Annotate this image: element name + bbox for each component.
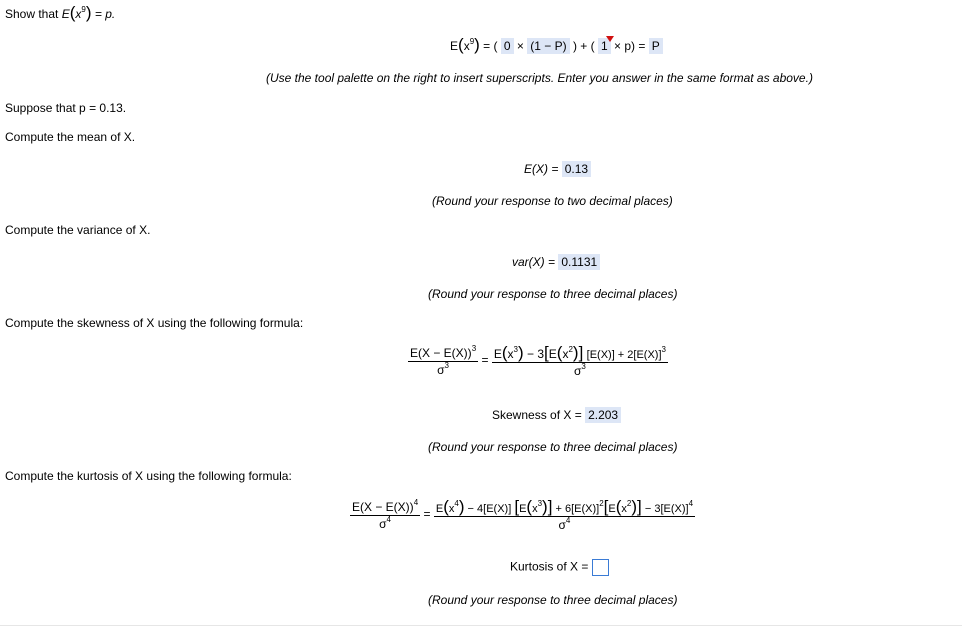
kurt-t6: − 3[E(X)] <box>644 503 689 515</box>
kurt-x-exp: 4 <box>454 499 459 508</box>
mean-answer[interactable]: 0.13 <box>562 161 591 177</box>
paren-open: ( <box>615 497 622 516</box>
kurtosis-answer-input[interactable] <box>592 559 609 576</box>
kurt-rhs-fraction <box>434 498 695 532</box>
intro-eq-p: = p. <box>94 7 116 21</box>
skew-rhs-tail: [E(X)] + 2[E(X)] <box>586 349 662 361</box>
skew-equals: = <box>481 353 489 368</box>
deriv-one-answer[interactable] <box>598 38 611 54</box>
kurt-t3-e: E <box>519 503 527 515</box>
paren-close: ) <box>572 343 579 362</box>
kurtosis-answer-row <box>510 559 609 576</box>
deriv-x: x <box>463 39 470 53</box>
deriv-equals: = <box>638 39 646 53</box>
mean-label: E(X) = <box>524 162 559 176</box>
paren-open: ( <box>526 497 533 516</box>
paren-close: ) <box>85 3 92 22</box>
paren-open: ( <box>443 497 449 516</box>
kurt-equals: = <box>423 507 431 522</box>
variance-label: var(X) = <box>512 255 556 269</box>
skew-rhs-x-exp: 3 <box>513 345 518 354</box>
kurt-t4: + 6[E(X)] <box>555 503 600 515</box>
kurt-sigma-exp: 4 <box>386 514 391 524</box>
kurt-lhs-num-text: E(X − E(X)) <box>352 499 414 514</box>
derivation-line <box>450 36 663 53</box>
skew-rhs-x2-exp: 2 <box>568 345 573 354</box>
skewness-prompt: Compute the skewness of X using the following formula: <box>5 316 304 330</box>
deriv-zero-answer[interactable]: 0 <box>501 38 514 54</box>
variance-round-hint: (Round your response to three decimal places) <box>428 287 678 301</box>
deriv-eq-open: = ( <box>483 39 498 53</box>
paren-close: ) <box>517 343 524 362</box>
kurt-rhs-sigma: σ <box>558 518 566 532</box>
skew-rhs-x2: x <box>562 347 569 361</box>
kurt-rhs-denominator <box>559 517 571 532</box>
kurt-lhs-denominator <box>379 516 391 531</box>
bracket-close: ] <box>578 343 584 362</box>
skew-rhs-x: x <box>507 347 514 361</box>
incorrect-marker-icon <box>606 36 614 42</box>
intro-statement <box>5 4 115 21</box>
bracket-close: ] <box>547 497 553 516</box>
paren-close: ) <box>631 497 638 516</box>
intro-x: x <box>75 7 82 21</box>
deriv-plus-open: ) + ( <box>572 39 595 53</box>
suppose-text: Suppose that p = 0.13. <box>5 101 127 115</box>
kurt-t4-exp: 2 <box>599 499 604 508</box>
skewness-answer-row <box>492 408 621 422</box>
paren-open: ( <box>458 35 464 54</box>
kurt-x2-exp: 2 <box>626 499 632 508</box>
paren-close: ) <box>458 497 465 516</box>
skew-sigma: σ <box>437 362 445 377</box>
kurtosis-round-hint: (Round your response to three decimal places) <box>428 593 678 607</box>
kurt-t1: E <box>435 503 444 515</box>
paren-close: ) <box>542 497 548 516</box>
paren-close: ) <box>474 35 480 54</box>
kurt-lhs-exp: 4 <box>413 497 419 507</box>
intro-exp: 9 <box>81 5 86 14</box>
variance-prompt: Compute the variance of X. <box>5 223 151 237</box>
skew-rhs-sigma: σ <box>573 364 582 378</box>
deriv-times: × <box>516 39 524 53</box>
bracket-close: ] <box>637 497 642 516</box>
skew-rhs-minus3: − 3 <box>527 347 545 361</box>
variance-answer-row <box>512 255 600 269</box>
kurt-t2: − 4[E(X)] <box>467 503 512 515</box>
mean-answer-row <box>524 162 591 176</box>
variance-answer[interactable]: 0.1131 <box>558 254 600 270</box>
skewness-round-hint: (Round your response to three decimal places) <box>428 440 678 454</box>
skew-lhs-fraction <box>408 343 478 377</box>
kurt-x3-exp: 3 <box>537 499 543 508</box>
skew-lhs-exp: 3 <box>471 343 477 353</box>
mean-prompt: Compute the mean of X. <box>5 130 136 144</box>
deriv-exp: 9 <box>469 37 475 46</box>
kurtosis-prompt: Compute the kurtosis of X using the following formula: <box>5 469 292 483</box>
bottom-divider <box>0 625 962 626</box>
kurt-lhs-fraction <box>350 497 420 531</box>
kurt-lhs-numerator <box>350 497 420 516</box>
deriv-result-answer[interactable]: P <box>649 38 663 54</box>
kurtosis-formula <box>350 498 695 532</box>
skew-rhs-fraction <box>492 344 668 378</box>
kurt-t6-exp: 4 <box>688 499 694 508</box>
paren-open: ( <box>556 343 563 362</box>
paren-open: ( <box>501 343 508 362</box>
paren-open: ( <box>69 3 76 22</box>
skew-rhs-e2: E <box>548 347 557 361</box>
skew-rhs-numerator <box>492 344 668 363</box>
skew-lhs-denominator <box>437 362 449 377</box>
bracket-open: [ <box>544 343 549 362</box>
skew-sigma-exp: 3 <box>444 360 449 370</box>
skewness-label: Skewness of X = <box>492 408 582 422</box>
skewness-formula <box>408 344 668 378</box>
skew-rhs-sigma-exp: 3 <box>581 362 586 371</box>
deriv-e: E <box>450 39 459 53</box>
kurt-rhs-sigma-exp: 4 <box>565 516 571 525</box>
mean-round-hint: (Round your response to two decimal places) <box>432 194 673 208</box>
deriv-one-text: 1 <box>600 39 608 53</box>
kurt-rhs-numerator <box>434 498 695 517</box>
skew-rhs-e1: E <box>493 347 502 361</box>
skew-lhs-num-text: E(X − E(X)) <box>410 345 472 360</box>
bracket-open: [ <box>514 497 520 516</box>
palette-hint: (Use the tool palette on the right to insert superscripts. Enter you answer in the same format as above.) <box>266 71 813 85</box>
kurt-t5-e: E <box>608 503 616 515</box>
deriv-times-p: × p) <box>613 39 635 53</box>
kurt-sigma: σ <box>379 516 387 531</box>
deriv-one-minus-p-answer[interactable]: (1 − P) <box>527 38 569 54</box>
kurt-x3: x <box>532 503 538 515</box>
kurtosis-label: Kurtosis of X = <box>510 559 589 574</box>
skew-rhs-denominator <box>574 363 586 378</box>
skew-lhs-numerator <box>408 343 478 362</box>
kurt-x2: x <box>621 503 627 515</box>
intro-show-that: Show that <box>5 7 59 21</box>
intro-e: E <box>61 7 70 21</box>
bracket-open: [ <box>603 497 609 516</box>
kurt-x: x <box>448 503 455 515</box>
skew-rhs-tail-exp: 3 <box>661 345 666 354</box>
skewness-answer[interactable]: 2.203 <box>585 407 621 423</box>
